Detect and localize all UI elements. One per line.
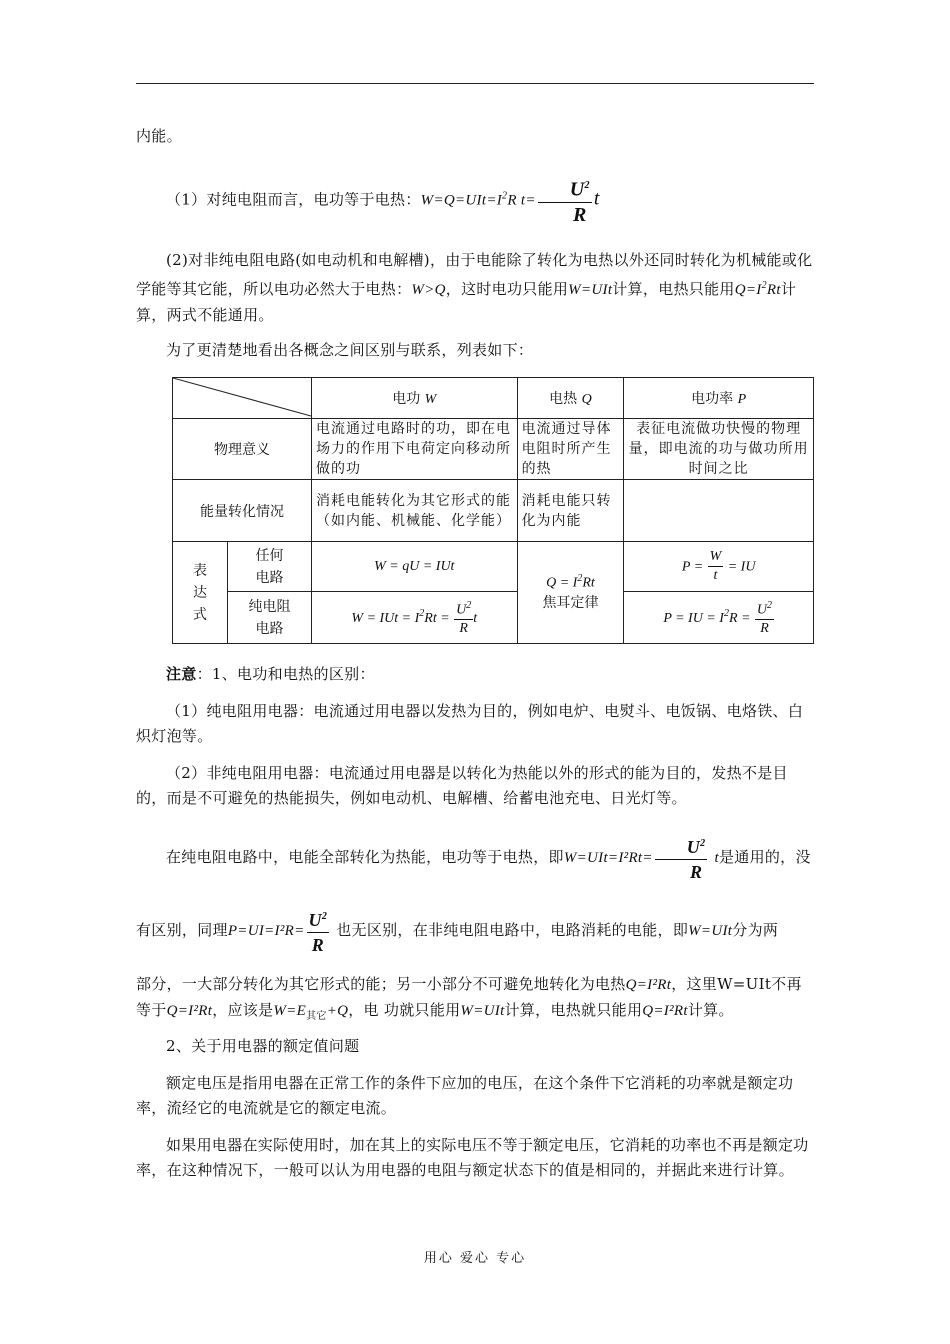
- row-label-meaning: 物理意义: [173, 419, 312, 480]
- cell-meaning-power: 表征电流做功快慢的物理量，即电流的功与做功所用时间之比: [624, 419, 814, 480]
- fraction-power-u2-over-r: $\frac{U^2}{R}$: [307, 905, 330, 957]
- header-power: 电功率 P: [624, 378, 814, 419]
- row-label-energy: 能量转化情况: [173, 480, 312, 542]
- cell-meaning-work: 电流通过电路时的功，即在电场力的作用下电荷定向移动所做的功: [312, 419, 518, 480]
- note-1: （1）纯电阻用电器：电流通过用电器以发热为目的，例如电炉、电熨斗、电饭锅、电烙铁、白炽灯泡等。: [136, 702, 804, 745]
- para-6: 有区别，同理P=UI=I²R= $\frac{U^2}{R}$ 也无区别，在非纯电阻电路中，电路消耗的电能，即W=UIt分为两: [136, 905, 814, 957]
- para-9: 如果用电器在实际使用时，加在其上的实际电压不等于额定电压，它消耗的功率也不再是额定功率，在这种情况下，一般可以认为用电器的电阻与额定状态下的值是相同的，并据此来进行计算。: [136, 1136, 809, 1179]
- table-corner-diagonal: [173, 378, 312, 419]
- header-rule: [136, 83, 814, 84]
- cell-energy-heat: 消耗电能只转化为内能: [517, 480, 624, 542]
- cell-energy-power: [624, 480, 814, 542]
- sub-label-pure-resistance: 纯电阻电路: [228, 592, 312, 644]
- para-1: 内能。: [136, 127, 182, 145]
- formula-any-power: P = $\frac{W}{t}$ = IU: [624, 542, 814, 592]
- formula-pure-power: P = IU = $I^2R$ = $\frac{U^2}{R}$: [624, 592, 814, 644]
- para-8: 额定电压是指用电器在正常工作的条件下应加的电压，在这个条件下它消耗的功率就是额定功率，流经它的电流就是它的额定电流。: [136, 1074, 794, 1117]
- note-2: （2）非纯电阻用电器：电流通过用电器是以转化为热能以外的形式的能为目的，发热不是目的，而是不可避免的热能损失，例如电动机、电解槽、给蓄电池充电、日光灯等。: [136, 764, 788, 807]
- note-heading: 注意：1、电功和电热的区别：: [166, 665, 375, 683]
- para-3: (2)对非纯电阻电路(如电动机和电解槽)，由于电能除了转化为电热以外还同时转化为机械能或化学能等其它能，所以电功必然大于电热：W>Q，这时电功只能用W=UIt计算，电热只能用$Q=I^2Rt$计算，两式不能通用。: [136, 251, 813, 324]
- page-footer: 用心 爱心 专心: [423, 1251, 527, 1266]
- cell-meaning-heat: 电流通过导体电阻时所产生的热: [517, 419, 624, 480]
- formula-pure-work: W = IUt = $I^2Rt$ = $\frac{U^2}{R}$ t: [312, 592, 518, 644]
- cell-heat-expression: $Q = I^2Rt$ 焦耳定律: [517, 542, 624, 644]
- para-4: 为了更清楚地看出各概念之间区别与联系，列表如下：: [166, 341, 534, 359]
- para-5: 在纯电阻电路中，电能全部转化为热能，电功等于电热，即W=UIt=I²Rt= $\frac{U^2}{R}$ t是通用的，没: [136, 832, 814, 884]
- cell-energy-work: 消耗电能转化为其它形式的能（如内能、机械能、化学能）: [312, 480, 518, 542]
- para-2: （1）对纯电阻而言，电功等于电热：$W=Q=UIt=I^2R$ t= $\frac{U^2}{R}$ t: [136, 174, 814, 227]
- sub-label-any-circuit: 任何电路: [228, 542, 312, 592]
- comparison-table: [172, 377, 814, 644]
- heading-rated-values: 2、关于用电器的额定值问题: [166, 1037, 360, 1055]
- fraction-u2-over-r: $\frac{U^2}{R}$: [538, 174, 592, 227]
- para-7: 部分，一大部分转化为其它形式的能；另一小部分不可避免地转化为电热Q=I²Rt，这里W=UIt不再等于Q=I²Rt，应该是$W=E_{其它}+Q$，电 功就只能用W=UIt计算，电热就只能用Q=I²Rt计算。: [136, 975, 802, 1022]
- fraction-u2-over-r-inline: $\frac{U^2}{R}$: [655, 832, 708, 884]
- header-heat: 电热 Q: [517, 378, 624, 419]
- header-work: 电功 W: [312, 378, 518, 419]
- formula-any-work: W = qU = IUt: [312, 542, 518, 592]
- row-label-expression: 表达式: [173, 542, 228, 644]
